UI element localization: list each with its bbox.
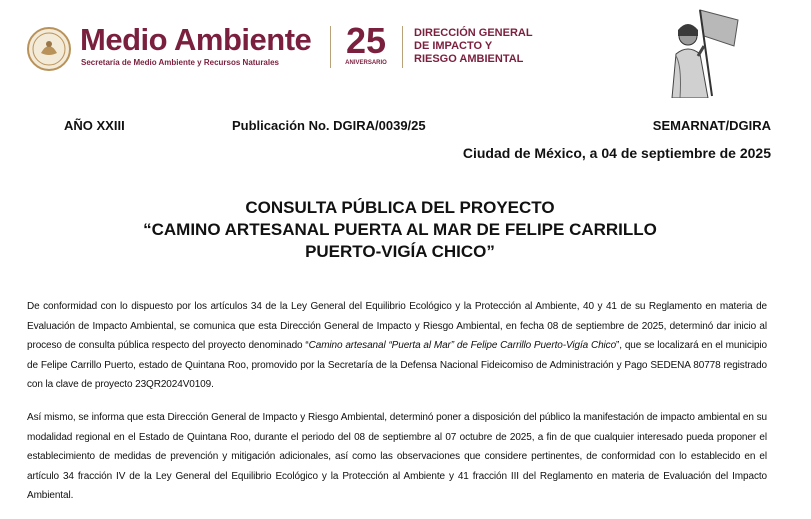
body-paragraph: De conformidad con lo dispuesto por los artículos 34 de la Ley General del Equilibrio Ecológico y la Protección al Ambiente, 40 y 41 de su Reglamento en materia de Evaluación de Impacto Ambiental, se comunica que esta Dirección General de Impacto y Riesgo Ambiental, en fecha 08 de septiembre de 2025, determinó dar inicio al proceso de consulta pública respecto del proyecto denominado “Camino artesanal “Puerta al Mar” de Felipe Carrillo Puerto-Vigía Chico”, que se localizará en el municipio de Felipe Carrillo Puerto, estado de Quintana Roo, promovido por la Secretaría de la Defensa Nacional Fideicomiso de Administración y Pago SEDENA 80778 registrado con la clave de proyecto 23QR2024V0109. (27, 301, 767, 390)
issuer-code: SEMARNAT/DGIRA (652, 118, 771, 133)
project-name: Camino artesanal “Puerta al Mar” de Felipe Carrillo Puerto-Vigía Chico (308, 340, 617, 351)
place-date: Ciudad de México, a 04 de septiembre de 2025 (462, 145, 771, 161)
title-line: CONSULTA PÚBLICA DEL PROYECTO (245, 198, 555, 217)
title-line: PUERTO-VIGÍA CHICO” (305, 242, 495, 261)
brand-subtitle: Secretaría de Medio Ambiente y Recursos Naturales (81, 58, 279, 67)
document-header (0, 0, 811, 100)
national-seal-icon (27, 27, 71, 71)
document-title (100, 197, 700, 263)
publication-number: Publicación No. DGIRA/0039/25 (232, 118, 426, 133)
flag-figure-illustration-icon (652, 6, 742, 98)
title-line: “CAMINO ARTESANAL PUERTA AL MAR DE FELIPE CARRILLO (143, 220, 657, 239)
brand-title: Medio Ambiente (80, 22, 312, 57)
department-name: DIRECCIÓN GENERAL DE IMPACTO Y RIESGO AMBIENTAL (414, 27, 533, 65)
anniversary-label: ANIVERSARIO (345, 60, 387, 66)
header-divider (402, 26, 403, 68)
anniversary-logo (340, 20, 392, 72)
header-divider (330, 26, 331, 68)
body-paragraph: Así mismo, se informa que esta Dirección General de Impacto y Riesgo Ambiental, determinó poner a disposición del público la manifestación de impacto ambiental en su modalidad regional en el Estado de Quintana Roo, durante el periodo del 08 de septiembre al 07 octubre de 2025, a fin de que cualquier interesado pueda proponer el establecimiento de medidas de prevención y mitigación adicionales, así como las observaciones que considere pertinentes, de conformidad con lo establecido en el artículo 34 fracción IV de la Ley General del Equilibrio Ecológico y la Protección al Ambiente y 41 fracción III del Reglamento en materia de Evaluación del Impacto Ambiental. (27, 412, 767, 501)
publication-year: AÑO XXIII (64, 118, 125, 133)
anniversary-number: 25 (345, 20, 387, 61)
